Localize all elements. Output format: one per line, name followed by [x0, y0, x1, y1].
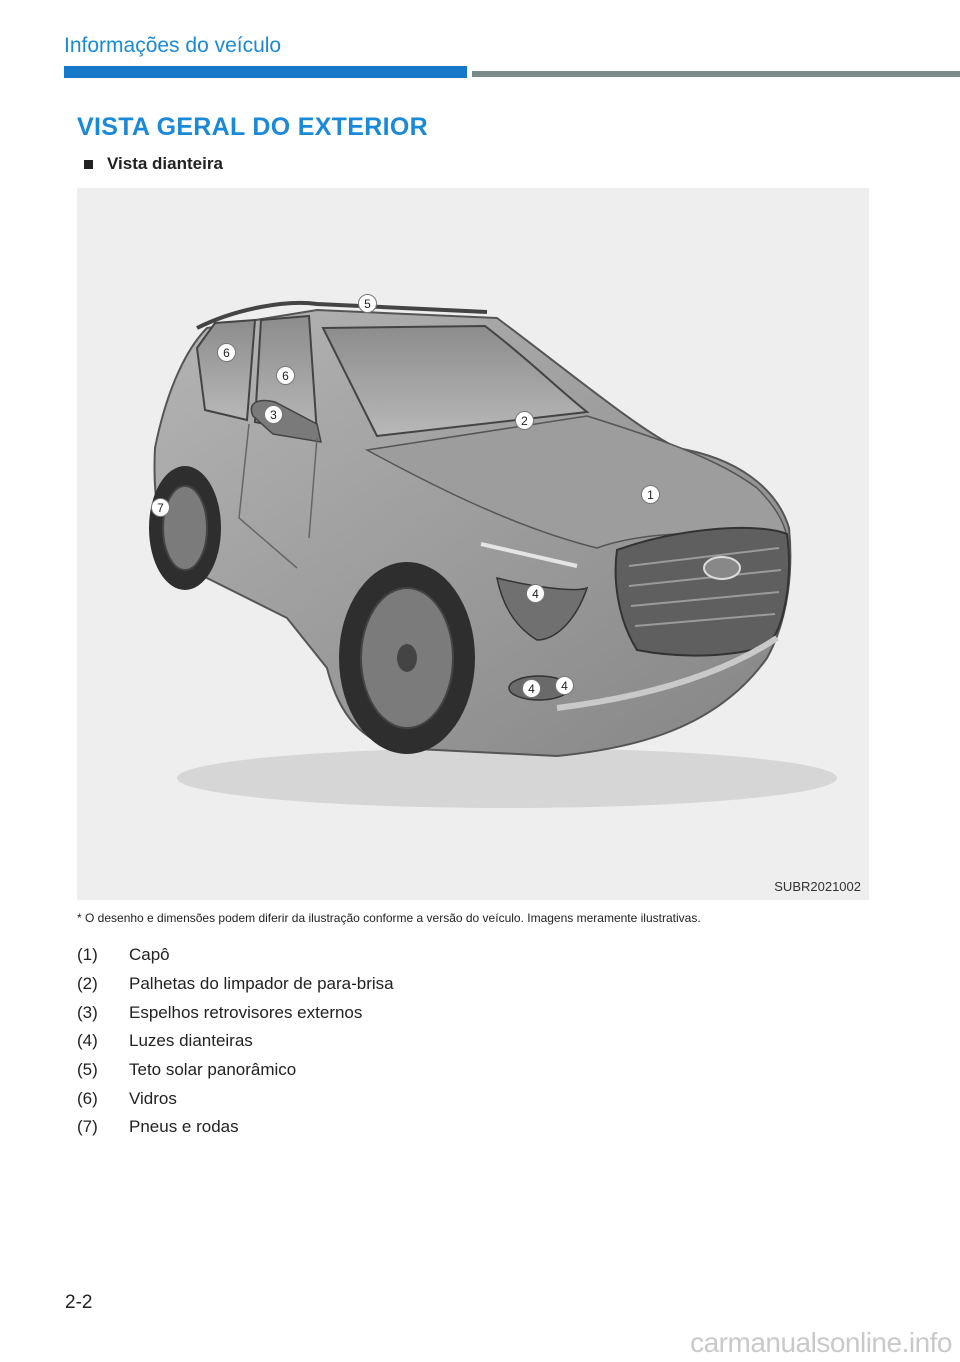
- callout-5: 5: [358, 294, 377, 313]
- list-item: [77, 998, 394, 1027]
- item-label: Espelhos retrovisores externos: [129, 1002, 363, 1022]
- callout-6a: 6: [217, 343, 236, 362]
- callout-2: 2: [515, 411, 534, 430]
- list-item: [77, 970, 394, 999]
- item-number: (1): [77, 945, 98, 965]
- bullet-square-icon: [84, 160, 93, 169]
- item-label: Palhetas do limpador de para-brisa: [129, 974, 394, 994]
- item-number: (3): [77, 1002, 98, 1022]
- callout-4a: 4: [526, 584, 545, 603]
- vehicle-figure: [77, 188, 869, 900]
- list-item: [77, 1027, 394, 1056]
- item-label: Luzes dianteiras: [129, 1031, 253, 1051]
- list-item: [77, 1056, 394, 1085]
- item-number: (2): [77, 974, 98, 994]
- callout-6b: 6: [276, 366, 295, 385]
- item-label: Vidros: [129, 1088, 177, 1108]
- header-title: Informações do veículo: [64, 34, 282, 57]
- watermark: carmanualsonline.info: [690, 1327, 952, 1358]
- item-label: Capô: [129, 945, 170, 965]
- item-number: (4): [77, 1031, 98, 1051]
- section-title: VISTA GERAL DO EXTERIOR: [77, 113, 428, 141]
- callout-7: 7: [151, 498, 170, 517]
- list-item: [77, 1113, 394, 1142]
- header-bar-blue: [64, 66, 467, 78]
- header-bar-grey: [472, 71, 960, 77]
- callout-4c: 4: [555, 676, 574, 695]
- vehicle-illustration: [77, 188, 869, 900]
- subsection-heading: [84, 154, 223, 174]
- item-number: (6): [77, 1088, 98, 1108]
- list-item: [77, 1084, 394, 1113]
- item-number: (7): [77, 1117, 98, 1137]
- disclaimer: * O desenho e dimensões podem diferir da ilustração conforme a versão do veículo. Imagens meramente ilustrativas.: [77, 911, 701, 925]
- item-label: Pneus e rodas: [129, 1117, 239, 1137]
- item-number: (5): [77, 1060, 98, 1080]
- list-item: [77, 941, 394, 970]
- item-label: Teto solar panorâmico: [129, 1060, 297, 1080]
- subsection-label: Vista dianteira: [107, 154, 223, 173]
- parts-list: [77, 941, 394, 1142]
- callout-3: 3: [264, 405, 283, 424]
- callout-1: 1: [641, 485, 660, 504]
- page-number: 2-2: [65, 1292, 93, 1313]
- figure-code: SUBR2021002: [774, 879, 861, 894]
- callout-4b: 4: [522, 679, 541, 698]
